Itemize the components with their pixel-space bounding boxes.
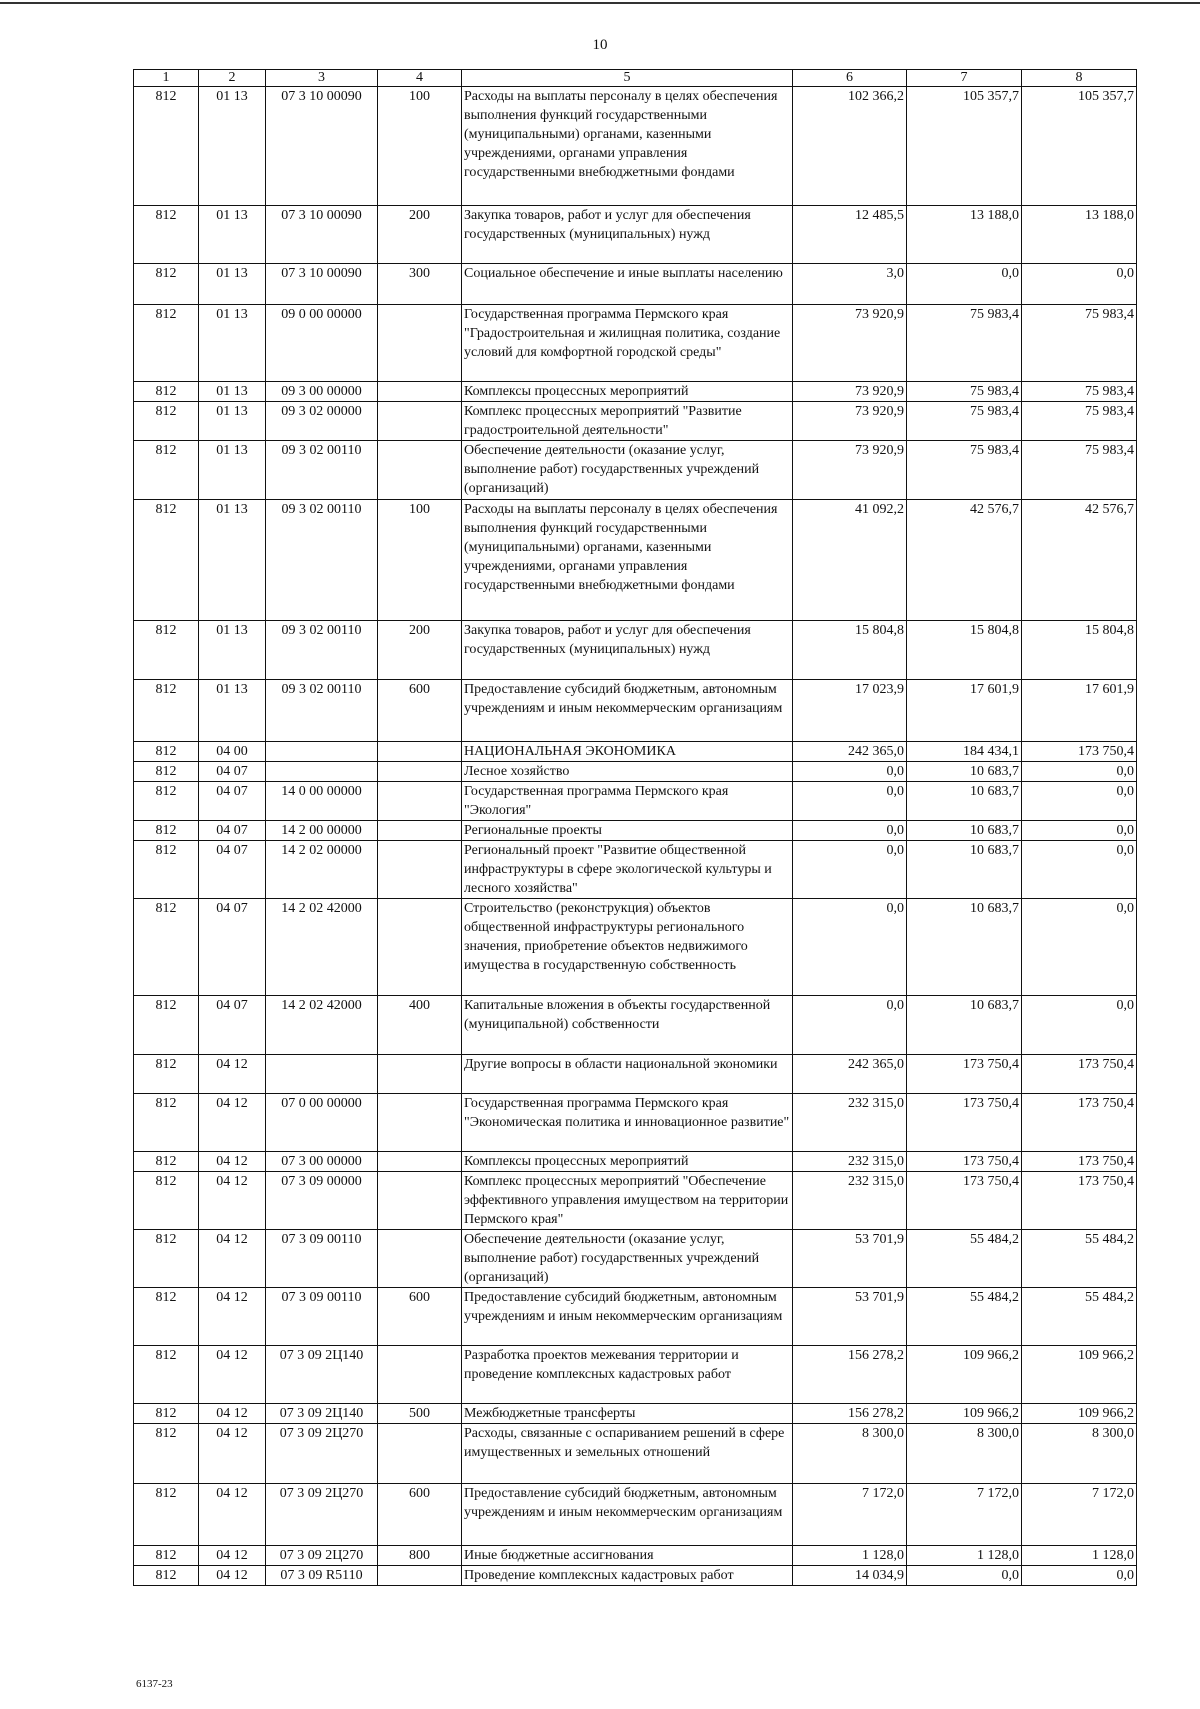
table-cell [378, 1230, 462, 1288]
table-cell: 0,0 [793, 821, 907, 841]
table-cell: 3,0 [793, 264, 907, 305]
table-cell: Государственная программа Пермского края "Экология" [462, 782, 793, 821]
table-cell [378, 1094, 462, 1152]
table-cell: 01 13 [199, 264, 266, 305]
table-cell: 800 [378, 1546, 462, 1566]
table-cell: Обеспечение деятельности (оказание услуг, выполнение работ) государственных учреждений (организаций) [462, 1230, 793, 1288]
table-cell: 812 [134, 1152, 199, 1172]
table-cell: 75 983,4 [1022, 305, 1137, 382]
table-row [134, 1546, 1137, 1566]
table-row [134, 996, 1137, 1055]
table-cell: 812 [134, 821, 199, 841]
table-cell: 73 920,9 [793, 441, 907, 500]
table-row [134, 402, 1137, 441]
table-cell: 242 365,0 [793, 1055, 907, 1094]
table-row [134, 1346, 1137, 1404]
table-cell: 75 983,4 [907, 441, 1022, 500]
table-cell: 173 750,4 [907, 1094, 1022, 1152]
table-cell: 55 484,2 [1022, 1288, 1137, 1346]
table-cell: 100 [378, 87, 462, 206]
table-cell: 7 172,0 [793, 1484, 907, 1546]
table-cell: 812 [134, 264, 199, 305]
table-cell: 04 12 [199, 1152, 266, 1172]
table-cell: 812 [134, 206, 199, 264]
table-row [134, 1424, 1137, 1484]
table-cell: 01 13 [199, 87, 266, 206]
table-cell: Строительство (реконструкция) объектов общественной инфраструктуры регионального значения, приобретение объектов недвижимого имущества в государственную собственность [462, 899, 793, 996]
budget-table [133, 69, 1137, 1586]
table-cell: 0,0 [1022, 264, 1137, 305]
table-cell: 01 13 [199, 500, 266, 621]
table-cell: 17 023,9 [793, 680, 907, 742]
table-cell: 0,0 [793, 996, 907, 1055]
table-cell: 0,0 [907, 1566, 1022, 1586]
table-cell: Предоставление субсидий бюджетным, автономным учреждениям и иным некоммерческим организациям [462, 1288, 793, 1346]
table-cell: Проведение комплексных кадастровых работ [462, 1566, 793, 1586]
table-cell: 07 3 10 00090 [266, 87, 378, 206]
table-cell: 14 2 02 42000 [266, 996, 378, 1055]
table-header-row [134, 70, 1137, 87]
table-cell [378, 841, 462, 899]
table-cell: 8 300,0 [793, 1424, 907, 1484]
table-cell: 75 983,4 [907, 402, 1022, 441]
table-cell: 812 [134, 621, 199, 680]
table-cell: 15 804,8 [1022, 621, 1137, 680]
table-row [134, 782, 1137, 821]
table-cell: 812 [134, 402, 199, 441]
table-cell: 07 3 09 2Ц140 [266, 1346, 378, 1404]
table-cell: 105 357,7 [1022, 87, 1137, 206]
page-number: 10 [592, 37, 608, 53]
table-cell: Комплексы процессных мероприятий [462, 382, 793, 402]
table-cell: 04 12 [199, 1404, 266, 1424]
table-cell [378, 782, 462, 821]
table-cell: 10 683,7 [907, 899, 1022, 996]
table-row [134, 1055, 1137, 1094]
table-cell: 812 [134, 441, 199, 500]
table-row [134, 621, 1137, 680]
table-row [134, 206, 1137, 264]
table-row [134, 1172, 1137, 1230]
table-cell: 812 [134, 680, 199, 742]
table-cell [378, 1346, 462, 1404]
table-cell: 04 07 [199, 996, 266, 1055]
table-cell: Расходы на выплаты персоналу в целях обеспечения выполнения функций государственными (муниципальными) органами, казенными учреждениями, органами управления государственными внебюджетными фондами [462, 500, 793, 621]
table-cell: Обеспечение деятельности (оказание услуг, выполнение работ) государственных учреждений (организаций) [462, 441, 793, 500]
table-cell: 15 804,8 [907, 621, 1022, 680]
table-cell: 173 750,4 [1022, 1172, 1137, 1230]
column-header: 5 [462, 70, 793, 87]
table-cell: 10 683,7 [907, 782, 1022, 821]
table-cell: Лесное хозяйство [462, 762, 793, 782]
table-cell [378, 382, 462, 402]
table-cell: 09 0 00 00000 [266, 305, 378, 382]
table-cell: 600 [378, 680, 462, 742]
table-cell: 8 300,0 [1022, 1424, 1137, 1484]
table-cell: 812 [134, 87, 199, 206]
table-cell: 04 12 [199, 1172, 266, 1230]
table-cell: 04 12 [199, 1288, 266, 1346]
table-cell [266, 1055, 378, 1094]
table-cell: 01 13 [199, 621, 266, 680]
table-cell: 07 3 09 2Ц270 [266, 1546, 378, 1566]
table-cell: 75 983,4 [1022, 382, 1137, 402]
table-cell: 07 3 09 00110 [266, 1230, 378, 1288]
table-cell: 109 966,2 [907, 1404, 1022, 1424]
table-cell [378, 1172, 462, 1230]
column-header: 2 [199, 70, 266, 87]
table-cell: 55 484,2 [1022, 1230, 1137, 1288]
table-cell [378, 899, 462, 996]
table-cell: 17 601,9 [1022, 680, 1137, 742]
table-cell: 812 [134, 1404, 199, 1424]
table-cell: 01 13 [199, 680, 266, 742]
table-cell: 100 [378, 500, 462, 621]
table-row [134, 264, 1137, 305]
table-cell: 812 [134, 1346, 199, 1404]
table-row [134, 305, 1137, 382]
table-cell: 173 750,4 [907, 1055, 1022, 1094]
table-cell: 14 2 00 00000 [266, 821, 378, 841]
table-cell: 0,0 [1022, 841, 1137, 899]
table-cell: 812 [134, 1172, 199, 1230]
table-cell: 07 3 09 2Ц270 [266, 1484, 378, 1546]
table-cell: 14 034,9 [793, 1566, 907, 1586]
table-cell: 812 [134, 782, 199, 821]
table-cell: 12 485,5 [793, 206, 907, 264]
table-cell: 812 [134, 1566, 199, 1586]
table-cell [378, 441, 462, 500]
table-cell: 0,0 [1022, 762, 1137, 782]
table-cell: 1 128,0 [1022, 1546, 1137, 1566]
table-cell: Иные бюджетные ассигнования [462, 1546, 793, 1566]
table-cell: 600 [378, 1288, 462, 1346]
table-cell [378, 742, 462, 762]
table-cell: Разработка проектов межевания территории и проведение комплексных кадастровых работ [462, 1346, 793, 1404]
column-header: 4 [378, 70, 462, 87]
table-cell: 07 3 09 00000 [266, 1172, 378, 1230]
table-cell: Закупка товаров, работ и услуг для обеспечения государственных (муниципальных) нужд [462, 206, 793, 264]
table-cell: 812 [134, 742, 199, 762]
table-cell: 10 683,7 [907, 996, 1022, 1055]
table-cell: 812 [134, 996, 199, 1055]
table-cell: Государственная программа Пермского края "Градостроительная и жилищная политика, создание условий для комфортной городской среды" [462, 305, 793, 382]
table-cell: 812 [134, 1484, 199, 1546]
table-cell: 500 [378, 1404, 462, 1424]
column-header: 8 [1022, 70, 1137, 87]
table-cell: 156 278,2 [793, 1346, 907, 1404]
table-cell: Закупка товаров, работ и услуг для обеспечения государственных (муниципальных) нужд [462, 621, 793, 680]
table-cell [378, 1055, 462, 1094]
table-cell: 1 128,0 [793, 1546, 907, 1566]
table-cell: 812 [134, 500, 199, 621]
table-cell: 04 12 [199, 1566, 266, 1586]
table-cell: 15 804,8 [793, 621, 907, 680]
table-cell: Расходы, связанные с оспариванием решений в сфере имущественных и земельных отношений [462, 1424, 793, 1484]
table-cell: 8 300,0 [907, 1424, 1022, 1484]
table-cell: 04 07 [199, 841, 266, 899]
table-cell: 10 683,7 [907, 821, 1022, 841]
table-row [134, 1484, 1137, 1546]
table-cell [378, 402, 462, 441]
table-cell: 10 683,7 [907, 841, 1022, 899]
table-cell: 173 750,4 [1022, 1055, 1137, 1094]
column-header: 3 [266, 70, 378, 87]
table-cell: 04 12 [199, 1546, 266, 1566]
table-cell: 75 983,4 [907, 382, 1022, 402]
table-cell: 75 983,4 [907, 305, 1022, 382]
table-cell [266, 762, 378, 782]
table-cell: 09 3 02 00110 [266, 441, 378, 500]
table-cell: 14 0 00 00000 [266, 782, 378, 821]
table-cell: 7 172,0 [1022, 1484, 1137, 1546]
table-cell: 04 12 [199, 1424, 266, 1484]
table-cell: 812 [134, 762, 199, 782]
table-cell: 42 576,7 [907, 500, 1022, 621]
table-cell: 73 920,9 [793, 305, 907, 382]
table-cell: 1 128,0 [907, 1546, 1022, 1566]
table-cell: Предоставление субсидий бюджетным, автономным учреждениям и иным некоммерческим организациям [462, 1484, 793, 1546]
table-cell: 184 434,1 [907, 742, 1022, 762]
table-cell: 173 750,4 [1022, 742, 1137, 762]
table-cell: 812 [134, 1094, 199, 1152]
table-cell: 812 [134, 382, 199, 402]
table-cell: Расходы на выплаты персоналу в целях обеспечения выполнения функций государственными (муниципальными) органами, казенными учреждениями, органами управления государственными внебюджетными фондами [462, 87, 793, 206]
table-cell: 812 [134, 841, 199, 899]
table-cell: 04 12 [199, 1055, 266, 1094]
column-header: 6 [793, 70, 907, 87]
table-cell: Комплекс процессных мероприятий "Обеспечение эффективного управления имуществом на территории Пермского края" [462, 1172, 793, 1230]
table-cell: 17 601,9 [907, 680, 1022, 742]
table-cell: 07 3 09 R5110 [266, 1566, 378, 1586]
table-cell: Комплекс процессных мероприятий "Развитие градостроительной деятельности" [462, 402, 793, 441]
table-cell: 75 983,4 [1022, 441, 1137, 500]
table-cell [378, 1566, 462, 1586]
table-cell: 53 701,9 [793, 1288, 907, 1346]
table-cell: 01 13 [199, 206, 266, 264]
table-cell: 07 3 09 2Ц270 [266, 1424, 378, 1484]
table-cell: Межбюджетные трансферты [462, 1404, 793, 1424]
scan-top-edge [0, 2, 1200, 4]
table-row [134, 1566, 1137, 1586]
table-cell: 232 315,0 [793, 1172, 907, 1230]
table-cell [378, 1152, 462, 1172]
table-cell: 102 366,2 [793, 87, 907, 206]
table-cell: 0,0 [1022, 1566, 1137, 1586]
table-cell: Региональные проекты [462, 821, 793, 841]
table-cell: 0,0 [1022, 821, 1137, 841]
table-row [134, 680, 1137, 742]
table-row [134, 1404, 1137, 1424]
table-cell: 04 07 [199, 782, 266, 821]
table-cell: Предоставление субсидий бюджетным, автономным учреждениям и иным некоммерческим организациям [462, 680, 793, 742]
table-cell: 14 2 02 00000 [266, 841, 378, 899]
table-cell: 812 [134, 1055, 199, 1094]
table-cell: 0,0 [793, 899, 907, 996]
table-row [134, 899, 1137, 996]
table-cell: 73 920,9 [793, 402, 907, 441]
table-cell: 09 3 02 00110 [266, 680, 378, 742]
table-cell: 812 [134, 1288, 199, 1346]
table-cell: 173 750,4 [907, 1152, 1022, 1172]
table-cell [378, 762, 462, 782]
table-cell: 812 [134, 1230, 199, 1288]
table-cell: 01 13 [199, 305, 266, 382]
table-row [134, 841, 1137, 899]
table-cell: 242 365,0 [793, 742, 907, 762]
table-cell: 109 966,2 [1022, 1404, 1137, 1424]
table-cell: Социальное обеспечение и иные выплаты населению [462, 264, 793, 305]
table-cell: 232 315,0 [793, 1152, 907, 1172]
table-row [134, 821, 1137, 841]
table-cell: 173 750,4 [907, 1172, 1022, 1230]
table-cell: 09 3 02 00110 [266, 500, 378, 621]
table-cell: 04 12 [199, 1484, 266, 1546]
table-cell: 53 701,9 [793, 1230, 907, 1288]
table-cell: 105 357,7 [907, 87, 1022, 206]
table-cell: 812 [134, 899, 199, 996]
table-cell: 400 [378, 996, 462, 1055]
table-cell: 07 3 09 2Ц140 [266, 1404, 378, 1424]
table-cell: 109 966,2 [907, 1346, 1022, 1404]
table-cell: 156 278,2 [793, 1404, 907, 1424]
table-cell: 812 [134, 305, 199, 382]
table-cell: 41 092,2 [793, 500, 907, 621]
table-row [134, 1230, 1137, 1288]
table-cell: 01 13 [199, 382, 266, 402]
table-cell: 07 3 10 00090 [266, 206, 378, 264]
table-row [134, 1152, 1137, 1172]
table-cell: 73 920,9 [793, 382, 907, 402]
table-row [134, 500, 1137, 621]
table-cell: 7 172,0 [907, 1484, 1022, 1546]
table-cell: 0,0 [793, 782, 907, 821]
table-cell: 0,0 [1022, 899, 1137, 996]
table-cell [266, 742, 378, 762]
table-cell: 04 07 [199, 821, 266, 841]
table-cell: 42 576,7 [1022, 500, 1137, 621]
table-cell: 07 3 00 00000 [266, 1152, 378, 1172]
table-cell [378, 305, 462, 382]
table-cell: 0,0 [1022, 782, 1137, 821]
table-cell: 09 3 02 00110 [266, 621, 378, 680]
table-cell: 109 966,2 [1022, 1346, 1137, 1404]
table-row [134, 441, 1137, 500]
table-cell [378, 1424, 462, 1484]
footer-code: 6137-23 [136, 1678, 173, 1690]
table-cell: 75 983,4 [1022, 402, 1137, 441]
table-row [134, 1288, 1137, 1346]
table-cell [378, 821, 462, 841]
table-cell: Другие вопросы в области национальной экономики [462, 1055, 793, 1094]
table-cell: 04 07 [199, 899, 266, 996]
table-row [134, 742, 1137, 762]
table-cell: Государственная программа Пермского края "Экономическая политика и инновационное развитие" [462, 1094, 793, 1152]
table-cell: 173 750,4 [1022, 1094, 1137, 1152]
table-row [134, 382, 1137, 402]
table-cell: 04 00 [199, 742, 266, 762]
table-cell: 07 0 00 00000 [266, 1094, 378, 1152]
table-cell: 55 484,2 [907, 1230, 1022, 1288]
table-cell: Комплексы процессных мероприятий [462, 1152, 793, 1172]
table-cell: 14 2 02 42000 [266, 899, 378, 996]
table-cell: 0,0 [907, 264, 1022, 305]
table-cell: 812 [134, 1546, 199, 1566]
table-cell: 04 12 [199, 1230, 266, 1288]
table-cell: 07 3 10 00090 [266, 264, 378, 305]
table-cell: 55 484,2 [907, 1288, 1022, 1346]
table-cell: Региональный проект "Развитие общественной инфраструктуры в сфере экологической культуры и лесного хозяйства" [462, 841, 793, 899]
table-cell: 04 12 [199, 1346, 266, 1404]
table-cell: 200 [378, 621, 462, 680]
column-header: 1 [134, 70, 199, 87]
table-cell: 04 12 [199, 1094, 266, 1152]
table-cell: 0,0 [1022, 996, 1137, 1055]
table-cell: 0,0 [793, 762, 907, 782]
table-cell: 04 07 [199, 762, 266, 782]
table-body [134, 87, 1137, 1586]
table-cell: Капитальные вложения в объекты государственной (муниципальной) собственности [462, 996, 793, 1055]
table-cell: 600 [378, 1484, 462, 1546]
table-cell: 01 13 [199, 441, 266, 500]
table-cell: 13 188,0 [1022, 206, 1137, 264]
table-cell: 173 750,4 [1022, 1152, 1137, 1172]
table-cell: 01 13 [199, 402, 266, 441]
table-cell: 09 3 02 00000 [266, 402, 378, 441]
table-cell: 10 683,7 [907, 762, 1022, 782]
table-cell: 300 [378, 264, 462, 305]
table-cell: 232 315,0 [793, 1094, 907, 1152]
table-cell: 0,0 [793, 841, 907, 899]
table-cell: 200 [378, 206, 462, 264]
table-cell: 07 3 09 00110 [266, 1288, 378, 1346]
table-cell: НАЦИОНАЛЬНАЯ ЭКОНОМИКА [462, 742, 793, 762]
column-header: 7 [907, 70, 1022, 87]
table-row [134, 762, 1137, 782]
table-cell: 13 188,0 [907, 206, 1022, 264]
table-row [134, 87, 1137, 206]
table-cell: 812 [134, 1424, 199, 1484]
table-cell: 09 3 00 00000 [266, 382, 378, 402]
table-row [134, 1094, 1137, 1152]
